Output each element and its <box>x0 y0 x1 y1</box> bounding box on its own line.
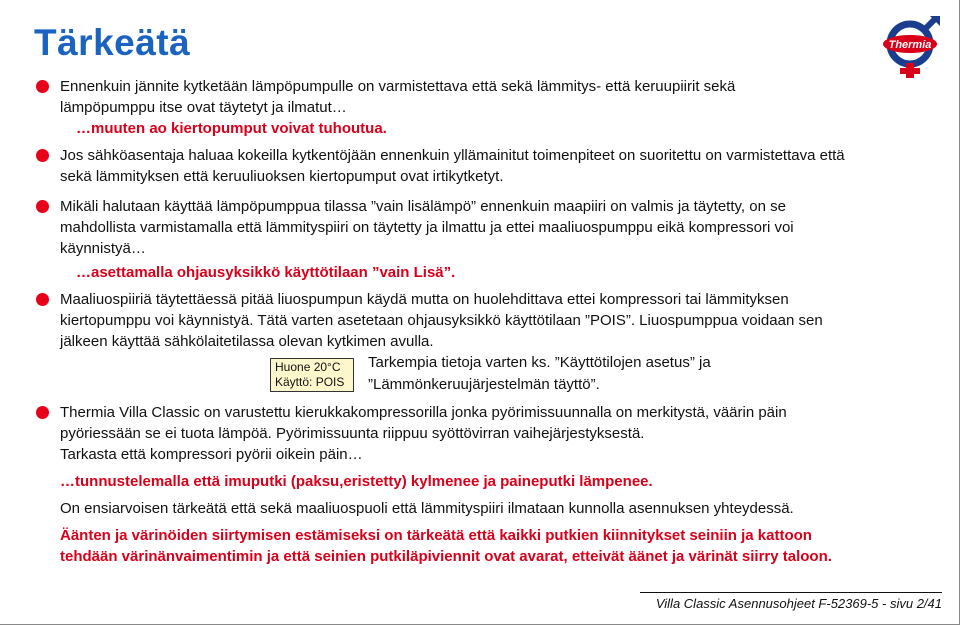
bullet-line: Jos sähköasentaja haluaa kokeilla kytkentöjään ennenkuin yllämainitut toimenpiteet on suoritettu on varmistettava että <box>60 147 845 164</box>
bullet-dot-icon <box>36 149 49 162</box>
thermia-logo-icon <box>878 14 942 80</box>
bullet-line: käynnistyä… <box>60 240 146 257</box>
footer-divider <box>640 592 942 593</box>
display-hint-line: Käyttö: POIS <box>275 375 345 389</box>
bullet-line: Tarkasta että kompressori pyörii oikein päin… <box>60 446 363 463</box>
bullet-sub-note: …asettamalla ohjausyksikkö käyttötilaan ”vain Lisä”. <box>76 264 456 281</box>
bullet-sub-note: …muuten ao kiertopumput voivat tuhoutua. <box>76 120 387 137</box>
bullet-dot-icon <box>36 293 49 306</box>
bullet-line: Ennenkuin jännite kytketään lämpöpumpulle on varmistettava että sekä lämmitys- että keruupiirit sekä <box>60 78 736 95</box>
page-footer: Villa Classic Asennusohjeet F-52369-5 - sivu 2/41 <box>655 596 942 611</box>
warning-line: tehdään värinänvaimentimin ja että seinien putkiläpiviennit ovat avarat, etteivät äänet ja värinät siirry taloon. <box>60 548 832 565</box>
page-title: Tärkeätä <box>34 22 191 63</box>
bullet-item <box>36 76 936 118</box>
bullet-line: mahdollista varmistamalla että lämmityspiiri on täytetty ja ilmattu ja ettei maaliuospumppu eikä kompressori voi <box>60 219 794 236</box>
bullet-line: Maaliuospiiriä täytettäessä pitää liuospumpun käydä mutta on huolehdittava ettei kompressori tai lämmityksen <box>60 291 789 308</box>
warning-line: Äänten ja värinöiden siirtymisen estämiseksi on tärkeätä että kaikki putkien kiinnitykset seiniin ja kattoon <box>60 527 812 544</box>
closing-note: On ensiarvoisen tärkeätä että sekä maaliuospuoli että lämmityspiiri ilmataan kunnolla asennuksen yhteydessä. <box>60 500 794 517</box>
bullet-item <box>36 145 936 187</box>
bullet-dot-icon <box>36 200 49 213</box>
main-content <box>36 76 936 567</box>
reference-note-text <box>368 352 711 396</box>
reference-note-line: ”Lämmönkeruujärjestelmän täyttö”. <box>368 376 600 393</box>
bullet-line: lämpöpumppu itse ovat täytetyt ja ilmatut… <box>60 99 347 116</box>
reference-note-line: Tarkempia tietoja varten ks. ”Käyttötilojen asetus” ja <box>368 354 711 371</box>
bullet-line: Mikäli halutaan käyttää lämpöpumppua tilassa ”vain lisälämpö” ennenkuin maapiiri on valmis ja täytetty, on se <box>60 198 786 215</box>
bullet-line: sekä lämmityksen että keruuliuoksen kiertopumput ovat irtikytketyt. <box>60 168 504 185</box>
bullet-item <box>36 289 936 352</box>
bullet-dot-icon <box>36 406 49 419</box>
bullet-item <box>36 402 936 465</box>
reference-note <box>36 352 936 396</box>
bullet-line: jälkeen käyttää sähkölaitetilassa olevan kytkimen avulla. <box>60 333 434 350</box>
logo-text: Thermia <box>888 39 932 51</box>
bullet-sub-note: …tunnustelemalla että imuputki (paksu,eristetty) kylmenee ja paineputki lämpenee. <box>60 473 653 490</box>
bullet-dot-icon <box>36 80 49 93</box>
bullet-line: Thermia Villa Classic on varustettu kierukkakompressorilla jonka pyörimissuunnalla on merkitystä, väärin päin <box>60 404 787 421</box>
bullet-line: kiertopumppu voi käynnistyä. Tätä varten asetetaan ohjausyksikkö käyttötilaan ”POIS”. Liuospumppua voidaan sen <box>60 312 823 329</box>
bullet-line: pyöriessään se ei tuota lämpöä. Pyörimissuunta riippuu syöttövirran vaihejärjestyksestä. <box>60 425 645 442</box>
bullet-item <box>36 196 936 259</box>
display-hint-line: Huone 20°C <box>275 360 341 374</box>
display-hint-box <box>270 358 354 392</box>
